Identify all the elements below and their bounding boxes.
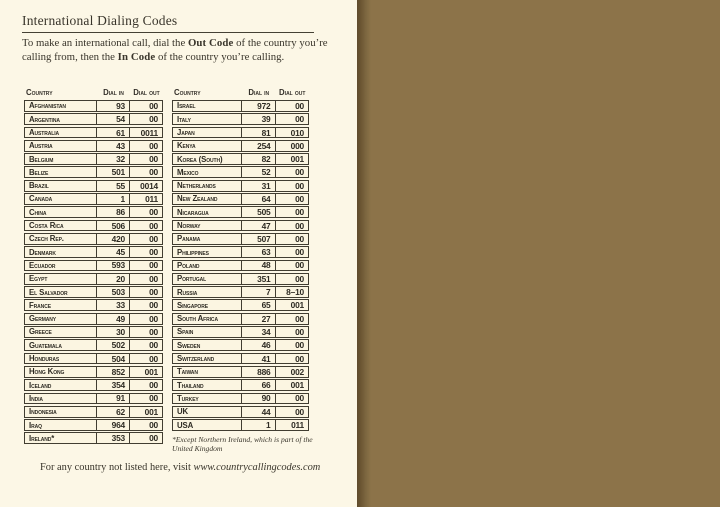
dial-in-cell: 254: [241, 141, 275, 151]
country-cell: Egypt: [29, 274, 48, 284]
country-cell: Russia: [177, 287, 198, 297]
dial-out-cell: 00: [129, 101, 162, 111]
country-cell: Czech Rep.: [29, 234, 64, 244]
country-cell: Brazil: [29, 181, 49, 191]
table-row: [24, 326, 163, 338]
table-row: [24, 193, 163, 205]
dial-out-cell: 00: [129, 261, 162, 271]
intro-part-3: of the country you’re calling.: [155, 50, 285, 63]
country-cell: Sweden: [177, 340, 201, 350]
country-cell: Guatemala: [29, 340, 62, 350]
country-cell: Poland: [177, 260, 200, 270]
country-cell: Belize: [29, 167, 49, 177]
dial-in-cell: 45: [96, 247, 129, 257]
country-cell: Iraq: [29, 420, 42, 430]
table-row: [24, 366, 163, 378]
dial-out-cell: 00: [275, 340, 309, 350]
table-row: [24, 127, 163, 139]
dial-out-cell: 00: [275, 234, 309, 244]
dial-in-cell: 82: [241, 154, 275, 164]
table-row: [172, 419, 309, 431]
table-row: [24, 140, 163, 152]
dial-in-cell: 1: [241, 420, 275, 430]
dial-out-cell: 00: [275, 221, 309, 231]
country-cell: Panama: [177, 234, 201, 244]
dial-in-column-header: Dial in: [248, 88, 270, 97]
country-cell: Hong Kong: [29, 367, 65, 377]
table-row: [24, 273, 163, 285]
country-cell: Norway: [177, 221, 201, 231]
dialing-codes-table-right: [172, 88, 309, 432]
dial-in-cell: 503: [96, 287, 129, 297]
dial-out-cell: 00: [129, 394, 162, 404]
table-row: [24, 233, 163, 245]
dial-in-cell: 420: [96, 234, 129, 244]
country-cell: Germany: [29, 314, 57, 324]
dial-out-cell: 0011: [129, 128, 162, 138]
dial-out-cell: 00: [129, 154, 162, 164]
country-cell: Taiwan: [177, 367, 198, 377]
dial-out-cell: 00: [129, 287, 162, 297]
dial-in-cell: 593: [96, 261, 129, 271]
dial-in-cell: 43: [96, 141, 129, 151]
dial-out-cell: 00: [129, 114, 162, 124]
dial-out-cell: 00: [129, 234, 162, 244]
dial-in-cell: 1: [96, 194, 129, 204]
country-cell: Afghanistan: [29, 101, 66, 111]
left-page: [0, 0, 357, 507]
country-cell: Switzerland: [177, 354, 215, 364]
table-row: [172, 366, 309, 378]
in-code-term: In Code: [117, 50, 156, 63]
table-row: [172, 166, 309, 178]
dial-in-cell: 504: [96, 354, 129, 364]
dial-out-cell: 00: [275, 327, 309, 337]
table-row: [172, 299, 309, 311]
table-header-row: [172, 88, 309, 100]
dial-out-column-header: Dial out: [133, 88, 160, 97]
table-row: [172, 233, 309, 245]
country-cell: Denmark: [29, 247, 56, 257]
table-row: [24, 260, 163, 272]
dial-out-cell: 00: [129, 314, 162, 324]
dial-out-cell: 00: [129, 167, 162, 177]
table-row: [172, 393, 309, 405]
dial-in-cell: 61: [96, 128, 129, 138]
dial-in-cell: 49: [96, 314, 129, 324]
table-body-left: [24, 100, 163, 444]
table-row: [172, 153, 309, 165]
country-cell: China: [29, 207, 47, 217]
dial-in-cell: 30: [96, 327, 129, 337]
dial-out-cell: 00: [129, 207, 162, 217]
table-row: [24, 406, 163, 418]
dial-in-cell: 41: [241, 354, 275, 364]
country-cell: Nicaragua: [177, 207, 209, 217]
dial-in-cell: 93: [96, 101, 129, 111]
table-row: [24, 339, 163, 351]
dial-out-cell: 00: [129, 274, 162, 284]
dial-out-cell: 00: [129, 380, 162, 390]
dial-out-cell: 00: [275, 407, 309, 417]
dial-in-cell: 66: [241, 380, 275, 390]
country-cell: India: [29, 393, 43, 403]
dial-out-cell: 00: [129, 420, 162, 430]
country-column-header: Country: [174, 88, 201, 97]
country-cell: Italy: [177, 114, 191, 124]
dial-in-cell: 90: [241, 394, 275, 404]
dial-out-cell: 00: [275, 261, 309, 271]
footer-text: For any country not listed here, visit: [40, 462, 194, 473]
footer-note: [40, 462, 340, 473]
country-cell: Belgium: [29, 154, 54, 164]
table-row: [24, 286, 163, 298]
country-cell: USA: [177, 420, 194, 430]
page-title: International Dialing Codes: [22, 13, 314, 33]
table-row: [172, 339, 309, 351]
table-header-row: [24, 88, 163, 100]
country-cell: Australia: [29, 127, 60, 137]
country-cell: Argentina: [29, 114, 60, 124]
footer-url: www.countrycallingcodes.com: [193, 462, 321, 473]
table-row: [24, 100, 163, 112]
country-cell: Austria: [29, 141, 53, 151]
table-row: [172, 353, 309, 365]
country-cell: Iceland: [29, 380, 52, 390]
country-column-header: Country: [26, 88, 53, 97]
table-row: [24, 113, 163, 125]
dial-out-cell: 011: [129, 194, 162, 204]
dial-in-cell: 52: [241, 167, 275, 177]
dial-in-cell: 55: [96, 181, 129, 191]
country-cell: Indonesia: [29, 407, 57, 417]
dial-out-cell: 00: [275, 101, 309, 111]
dial-in-cell: 507: [241, 234, 275, 244]
dial-out-cell: 00: [129, 300, 162, 310]
table-row: [172, 206, 309, 218]
dial-out-cell: 00: [129, 433, 162, 443]
dial-out-cell: 00: [129, 221, 162, 231]
dial-out-cell: 001: [129, 367, 162, 377]
table-row: [172, 220, 309, 232]
table-row: [172, 273, 309, 285]
dial-in-cell: 44: [241, 407, 275, 417]
dial-out-cell: 00: [129, 141, 162, 151]
dial-out-cell: 0014: [129, 181, 162, 191]
dial-out-column-header: Dial out: [279, 88, 306, 97]
table-row: [172, 193, 309, 205]
dial-out-cell: 00: [129, 354, 162, 364]
dial-in-cell: 62: [96, 407, 129, 417]
table-row: [172, 313, 309, 325]
dial-out-cell: 00: [275, 167, 309, 177]
table-row: [24, 393, 163, 405]
dialing-codes-table-left: [24, 88, 163, 446]
country-cell: Costa Rica: [29, 221, 64, 231]
country-cell: El Salvador: [29, 287, 68, 297]
table-row: [24, 313, 163, 325]
country-cell: Netherlands: [177, 181, 216, 191]
table-row: [24, 166, 163, 178]
dial-in-cell: 501: [96, 167, 129, 177]
dial-out-cell: 00: [275, 274, 309, 284]
dial-in-cell: 506: [96, 221, 129, 231]
dial-in-cell: 64: [241, 194, 275, 204]
country-cell: UK: [177, 407, 189, 417]
table-row: [24, 206, 163, 218]
dial-in-cell: 886: [241, 367, 275, 377]
dial-out-cell: 001: [275, 154, 309, 164]
dial-out-cell: 00: [129, 327, 162, 337]
country-cell: Thailand: [177, 380, 204, 390]
table-row: [24, 153, 163, 165]
country-cell: Philippines: [177, 247, 209, 257]
country-cell: France: [29, 300, 51, 310]
dial-in-cell: 351: [241, 274, 275, 284]
dial-out-cell: 001: [275, 380, 309, 390]
table-row: [24, 220, 163, 232]
country-cell: Spain: [177, 327, 194, 337]
dial-in-cell: 353: [96, 433, 129, 443]
country-cell: Portugal: [177, 274, 207, 284]
dial-out-cell: 00: [275, 354, 309, 364]
intro-part-1: To make an international call, dial the: [22, 37, 188, 49]
dial-in-cell: 20: [96, 274, 129, 284]
dial-in-cell: 63: [241, 247, 275, 257]
dial-out-cell: 00: [275, 114, 309, 124]
table-row: [172, 140, 309, 152]
table-row: [172, 127, 309, 139]
country-cell: Singapore: [177, 300, 208, 310]
intro-text: [22, 37, 330, 64]
out-code-term: Out Code: [187, 37, 234, 49]
dial-out-cell: 001: [129, 407, 162, 417]
table-row: [24, 432, 163, 444]
intro-part-2: of the country you’re calling from, then the: [22, 37, 328, 63]
country-cell: Canada: [29, 194, 53, 204]
dial-in-cell: 7: [241, 287, 275, 297]
table-row: [172, 180, 309, 192]
country-cell: Ecuador: [29, 260, 56, 270]
dial-in-cell: 46: [241, 340, 275, 350]
dial-out-cell: 00: [275, 394, 309, 404]
table-row: [172, 406, 309, 418]
dial-in-cell: 502: [96, 340, 129, 350]
dial-out-cell: 00: [275, 194, 309, 204]
dial-in-cell: 65: [241, 300, 275, 310]
dial-in-column-header: Dial in: [103, 88, 124, 97]
table-row: [24, 246, 163, 258]
table-row: [172, 379, 309, 391]
country-cell: Turkey: [177, 393, 199, 403]
dial-in-cell: 39: [241, 114, 275, 124]
dial-in-cell: 34: [241, 327, 275, 337]
table-row: [24, 180, 163, 192]
table-body-right: [172, 100, 309, 431]
dial-out-cell: 011: [275, 420, 309, 430]
country-cell: Honduras: [29, 354, 60, 364]
dial-in-cell: 86: [96, 207, 129, 217]
dial-in-cell: 91: [96, 394, 129, 404]
book-cover: [357, 0, 720, 507]
dial-in-cell: 852: [96, 367, 129, 377]
country-cell: Greece: [29, 327, 52, 337]
country-cell: New Zealand: [177, 194, 218, 204]
dial-out-cell: 00: [275, 207, 309, 217]
dial-out-cell: 00: [275, 314, 309, 324]
table-row: [24, 419, 163, 431]
dial-out-cell: 000: [275, 141, 309, 151]
table-row: [172, 286, 309, 298]
dial-in-cell: 33: [96, 300, 129, 310]
dial-in-cell: 48: [241, 261, 275, 271]
dial-out-cell: 00: [275, 181, 309, 191]
ireland-footnote: *Except Northern Ireland, which is part of the United Kingdom: [172, 435, 313, 453]
country-cell: Korea (South): [177, 154, 223, 164]
table-row: [24, 353, 163, 365]
table-row: [172, 260, 309, 272]
table-row: [24, 299, 163, 311]
table-row: [24, 379, 163, 391]
country-cell: Ireland*: [29, 433, 55, 443]
dial-out-cell: 00: [129, 340, 162, 350]
country-cell: Japan: [177, 127, 195, 137]
dial-in-cell: 964: [96, 420, 129, 430]
dial-in-cell: 81: [241, 128, 275, 138]
dial-out-cell: 00: [129, 247, 162, 257]
country-cell: Mexico: [177, 167, 199, 177]
dial-in-cell: 47: [241, 221, 275, 231]
dial-in-cell: 27: [241, 314, 275, 324]
table-row: [172, 246, 309, 258]
dial-out-cell: 00: [275, 247, 309, 257]
dial-out-cell: 002: [275, 367, 309, 377]
dial-in-cell: 54: [96, 114, 129, 124]
country-cell: South Africa: [177, 314, 218, 324]
country-cell: Israel: [177, 101, 196, 111]
country-cell: Kenya: [177, 141, 196, 151]
dial-out-cell: 001: [275, 300, 309, 310]
dial-out-cell: 8–10: [275, 287, 309, 297]
table-row: [172, 113, 309, 125]
table-row: [172, 326, 309, 338]
dial-out-cell: 010: [275, 128, 309, 138]
table-row: [172, 100, 309, 112]
dial-in-cell: 31: [241, 181, 275, 191]
dial-in-cell: 32: [96, 154, 129, 164]
dial-in-cell: 972: [241, 101, 275, 111]
dial-in-cell: 505: [241, 207, 275, 217]
dial-in-cell: 354: [96, 380, 129, 390]
